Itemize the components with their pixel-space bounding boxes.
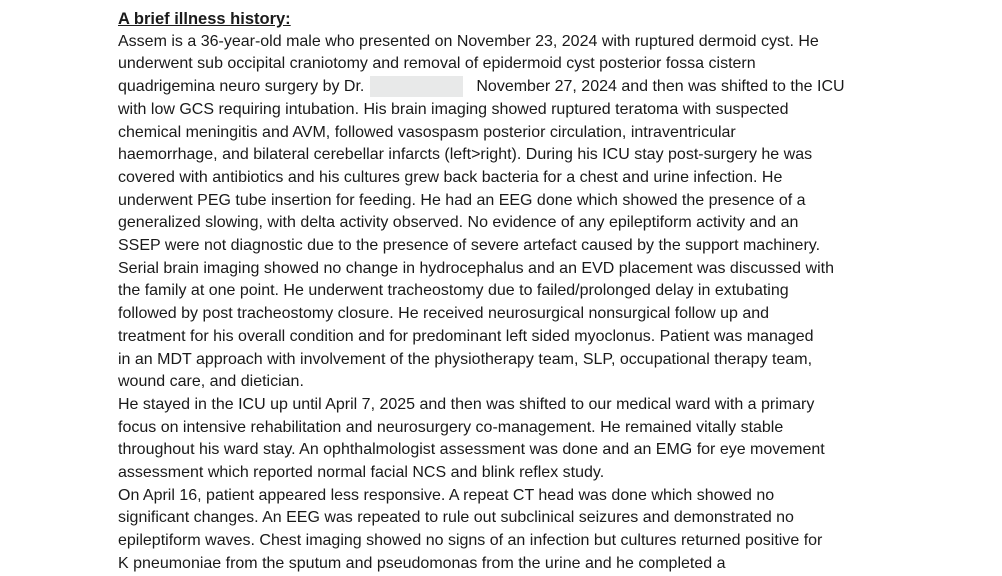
document-page	[118, 8, 918, 576]
text-line: throughout his ward stay. An ophthalmologist assessment was done and an EMG for eye movement	[118, 441, 825, 459]
text-line: underwent PEG tube insertion for feeding. He had an EEG done which showed the presence of a	[118, 191, 806, 209]
text-line: epileptiform waves. Chest imaging showed no signs of an infection but cultures returned positive for	[118, 532, 823, 550]
text-line-with-redaction	[118, 76, 918, 99]
text-line: He stayed in the ICU up until April 7, 2025 and then was shifted to our medical ward with a primary	[118, 395, 815, 413]
text-line: Assem is a 36-year-old male who presented on November 23, 2024 with ruptured dermoid cyst. He	[118, 32, 819, 50]
text-line: assessment which reported normal facial NCS and blink reflex study.	[118, 464, 605, 482]
text-line: covered with antibiotics and his cultures grew back bacteria for a chest and urine infection. He	[118, 168, 783, 186]
text-line: the family at one point. He underwent tracheostomy due to failed/prolonged delay in extubating	[118, 282, 789, 300]
text-line: chemical meningitis and AVM, followed vasospasm posterior circulation, intraventricular	[118, 123, 736, 141]
text-line: followed by post tracheostomy closure. He received neurosurgical nonsurgical follow up and	[118, 305, 770, 323]
document-title: A brief illness history:	[118, 10, 291, 28]
text-line: On April 16, patient appeared less responsive. A repeat CT head was done which showed no	[118, 486, 775, 504]
text-line: with low GCS requiring intubation. His brain imaging showed ruptured teratoma with suspected	[118, 100, 789, 118]
redaction-box	[370, 76, 463, 97]
text-line: significant changes. An EEG was repeated to rule out subclinical seizures and demonstrated no	[118, 509, 794, 527]
text-line: underwent sub occipital craniotomy and removal of epidermoid cyst posterior fossa cistern	[118, 55, 756, 73]
text-line: Serial brain imaging showed no change in hydrocephalus and an EVD placement was discussed with	[118, 259, 834, 277]
text-line: treatment for his overall condition and for predominant left sided myoclonus. Patient was managed	[118, 327, 814, 345]
text-line: haemorrhage, and bilateral cerebellar infarcts (left>right). During his ICU stay post-surgery he was	[118, 146, 813, 164]
text-after-redaction: November 27, 2024 and then was shifted to the ICU	[476, 78, 845, 96]
text-line: focus on intensive rehabilitation and neurosurgery co-management. He remained vitally stable	[118, 418, 784, 436]
text-line: SSEP were not diagnostic due to the presence of severe artefact caused by the support machinery.	[118, 237, 821, 255]
text-before-redaction: quadrigemina neuro surgery by Dr.	[118, 78, 365, 96]
clipped-text-line: K pneumoniae from the sputum and pseudomonas from the urine and he completed a	[118, 554, 726, 572]
text-line: wound care, and dietician.	[118, 373, 304, 391]
text-line: in an MDT approach with involvement of the physiotherapy team, SLP, occupational therapy team,	[118, 350, 813, 368]
text-line: generalized slowing, with delta activity observed. No evidence of any epileptiform activity and an	[118, 214, 799, 232]
